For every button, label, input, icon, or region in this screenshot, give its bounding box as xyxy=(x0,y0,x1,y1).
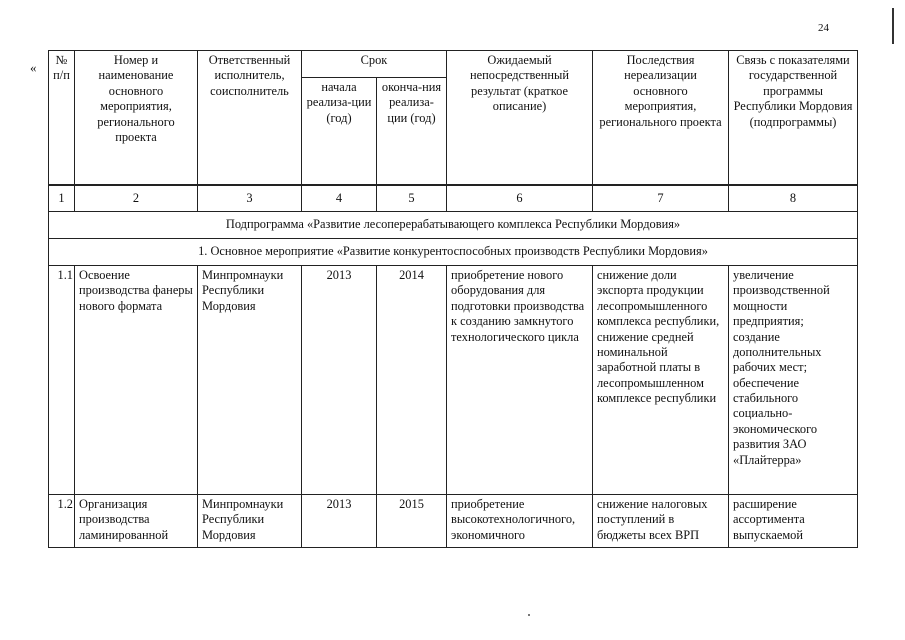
consequences: снижение налоговых поступлений в бюджеты всех ВРП xyxy=(593,495,729,548)
event-name: Освоение производства фанеры нового формата xyxy=(75,266,198,495)
event-name: Организация производства ламинированной xyxy=(75,495,198,548)
row-number: 1.2 xyxy=(49,495,75,548)
main-event-title: 1. Основное мероприятие «Развитие конкурентоспособных производств Республики Мордовия» xyxy=(49,239,858,266)
column-number: 8 xyxy=(729,185,858,212)
column-number: 3 xyxy=(198,185,302,212)
page-number: 24 xyxy=(818,22,829,34)
header-row xyxy=(49,51,858,78)
subprogram-title: Подпрограмма «Развитие лесоперерабатывающего комплекса Республики Мордовия» xyxy=(49,212,858,239)
end-year: 2015 xyxy=(377,495,447,548)
header-no: № п/п xyxy=(49,51,75,186)
table-row xyxy=(49,266,858,495)
expected-result: приобретение высокотехнологичного, экономичного xyxy=(447,495,593,548)
subprogram-row xyxy=(49,212,858,239)
page-edge-mark xyxy=(892,8,894,44)
executor: Минпромнауки Республики Мордовия xyxy=(198,266,302,495)
main-event-row xyxy=(49,239,858,266)
header-executor: Ответственный исполнитель, соисполнитель xyxy=(198,51,302,186)
start-year: 2013 xyxy=(302,266,377,495)
column-number: 5 xyxy=(377,185,447,212)
row-number: 1.1 xyxy=(49,266,75,495)
header-end: оконча-ния реализа-ции (год) xyxy=(377,78,447,186)
consequences: снижение доли экспорта продукции лесопромышленного комплекса республики, снижение средней номинальной заработной платы в лесопромышленном комплексе республики xyxy=(593,266,729,495)
end-year: 2014 xyxy=(377,266,447,495)
indicator-link: расширение ассортимента выпускаемой xyxy=(729,495,858,548)
indicator-link: увеличение производственной мощности предприятия; создание дополнительных рабочих мест; обеспечение стабильного социально-экономического развития ЗАО «Плайтерра» xyxy=(729,266,858,495)
header-term: Срок xyxy=(302,51,447,78)
start-year: 2013 xyxy=(302,495,377,548)
column-number: 4 xyxy=(302,185,377,212)
header-name: Номер и наименование основного мероприятия, регионального проекта xyxy=(75,51,198,186)
column-number: 2 xyxy=(75,185,198,212)
expected-result: приобретение нового оборудования для подготовки производства к созданию замкнутого технологического цикла xyxy=(447,266,593,495)
scan-dot xyxy=(528,614,530,616)
header-link: Связь с показателями государственной программы Республики Мордовия (подпрограммы) xyxy=(729,51,858,186)
header-consequences: Последствия нереализации основного мероприятия, регионального проекта xyxy=(593,51,729,186)
executor: Минпромнауки Республики Мордовия xyxy=(198,495,302,548)
header-result: Ожидаемый непосредственный результат (краткое описание) xyxy=(447,51,593,186)
column-number: 1 xyxy=(49,185,75,212)
opening-quote-mark: « xyxy=(30,60,37,75)
column-number-row xyxy=(49,185,858,212)
header-start: начала реализа-ции (год) xyxy=(302,78,377,186)
column-number: 7 xyxy=(593,185,729,212)
table-row xyxy=(49,495,858,548)
program-events-table xyxy=(48,50,858,548)
column-number: 6 xyxy=(447,185,593,212)
